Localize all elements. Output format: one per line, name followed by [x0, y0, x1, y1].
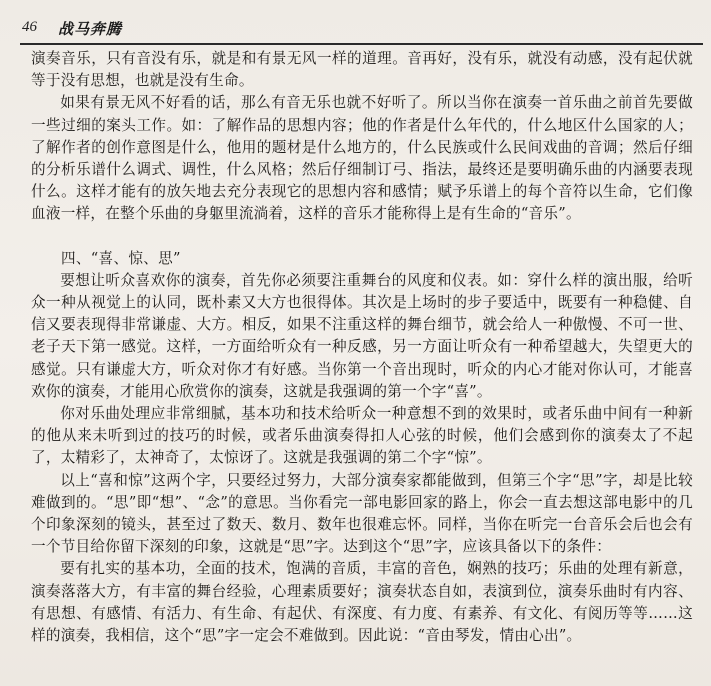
header-rule	[20, 43, 703, 45]
paragraph: 要想让听众喜欢你的演奏，首先你必须要注重舞台的风度和仪表。如：穿什么样的演出服，给听众一种从视觉上的认同，既朴素又大方也很得体。其次是上场时的步子要适中，既要有一种稳健、自信又要表现得非常谦虚、大方。相反，如果不注重这样的舞台细节，就会给人一种傲慢、不可一世、老子天下第一感觉。这样，一方面给听众有一种反感，另一方面让听众有一种希望越大，失望更大的感觉。只有谦虚大方，听众对你才有好感。当你第一个音出现时，听众的内心才能对你认可，才能喜欢你的演奏，才能用心欣赏你的演奏，这就是我强调的第一个字“喜”。	[31, 271, 693, 400]
paragraph: 你对乐曲处理应非常细腻，基本功和技术给听众一种意想不到的效果时，或者乐曲中间有一种新的他从来未听到过的技巧的时候，或者乐曲演奏得扣人心弦的时候，他们会感到你的演奏太了不起了，太精彩了，太神奇了，太惊讶了。这就是我强调的第二个字“惊”。	[31, 405, 693, 467]
book-title: 战马奔腾	[58, 20, 123, 38]
paragraph: 如果有景无风不好看的话，那么有音无乐也就不好听了。所以当你在演奏一首乐曲之前首先要做一些过细的案头工作。如：了解作品的思想内容；他的作者是什么年代的，什么地区什么国家的人；了解作者的创作意图是什么，他用的题材是什么地方的，什么民族或什么民间戏曲的音调；然后仔细的分析乐谱什么调式、调性，什么风格；然后仔细制订弓、指法，最终还是要明确乐曲的内涵要表现什么。这样才能有的放矢地去充分表现它的思想内容和感情；赋予乐谱上的每个音符以生命，它们像血液一样，在整个乐曲的身躯里流淌着，这样的音乐才能称得上是有生命的“音乐”。	[31, 94, 693, 223]
section-heading: 四、“喜、惊、思”	[61, 249, 181, 267]
paragraph: 要有扎实的基本功，全面的技术，饱满的音质，丰富的音色，娴熟的技巧；乐曲的处理有新意，演奏落落大方，有丰富的舞台经验，心理素质要好；演奏状态自如，表演到位，演奏乐曲时有内容、有思想、有感情、有活力、有生命、有起伏、有深度、有力度、有素养、有文化、有阅历等等……这样的演奏，我相信，这个“思”字一定会不难做到。因此说：“音由琴发，情由心出”。	[31, 560, 693, 645]
page-body	[31, 48, 693, 647]
section-gap	[31, 226, 693, 248]
page-number: 46	[22, 19, 37, 35]
paragraph-continued: 演奏音乐，只有音没有乐，就是和有景无风一样的道理。音再好，没有乐，就没有动感，没有起伏就等于没有思想，也就是没有生命。	[31, 50, 693, 90]
paragraph: 以上“喜和惊”这两个字，只要经过努力，大部分演奏家都能做到，但第三个字“思”字，却是比较难做到的。“思”即“想”、“念”的意思。当你看完一部电影回家的路上，你会一直去想这部电影中的几个印象深刻的镜头，甚至过了数天、数月、数年也很难忘怀。同样，当你在听完一台音乐会后也会有一个节目给你留下深刻的印象，这就是“思”字。达到这个“思”字，应该具备以下的条件：	[31, 471, 693, 556]
page-header	[0, 0, 711, 48]
